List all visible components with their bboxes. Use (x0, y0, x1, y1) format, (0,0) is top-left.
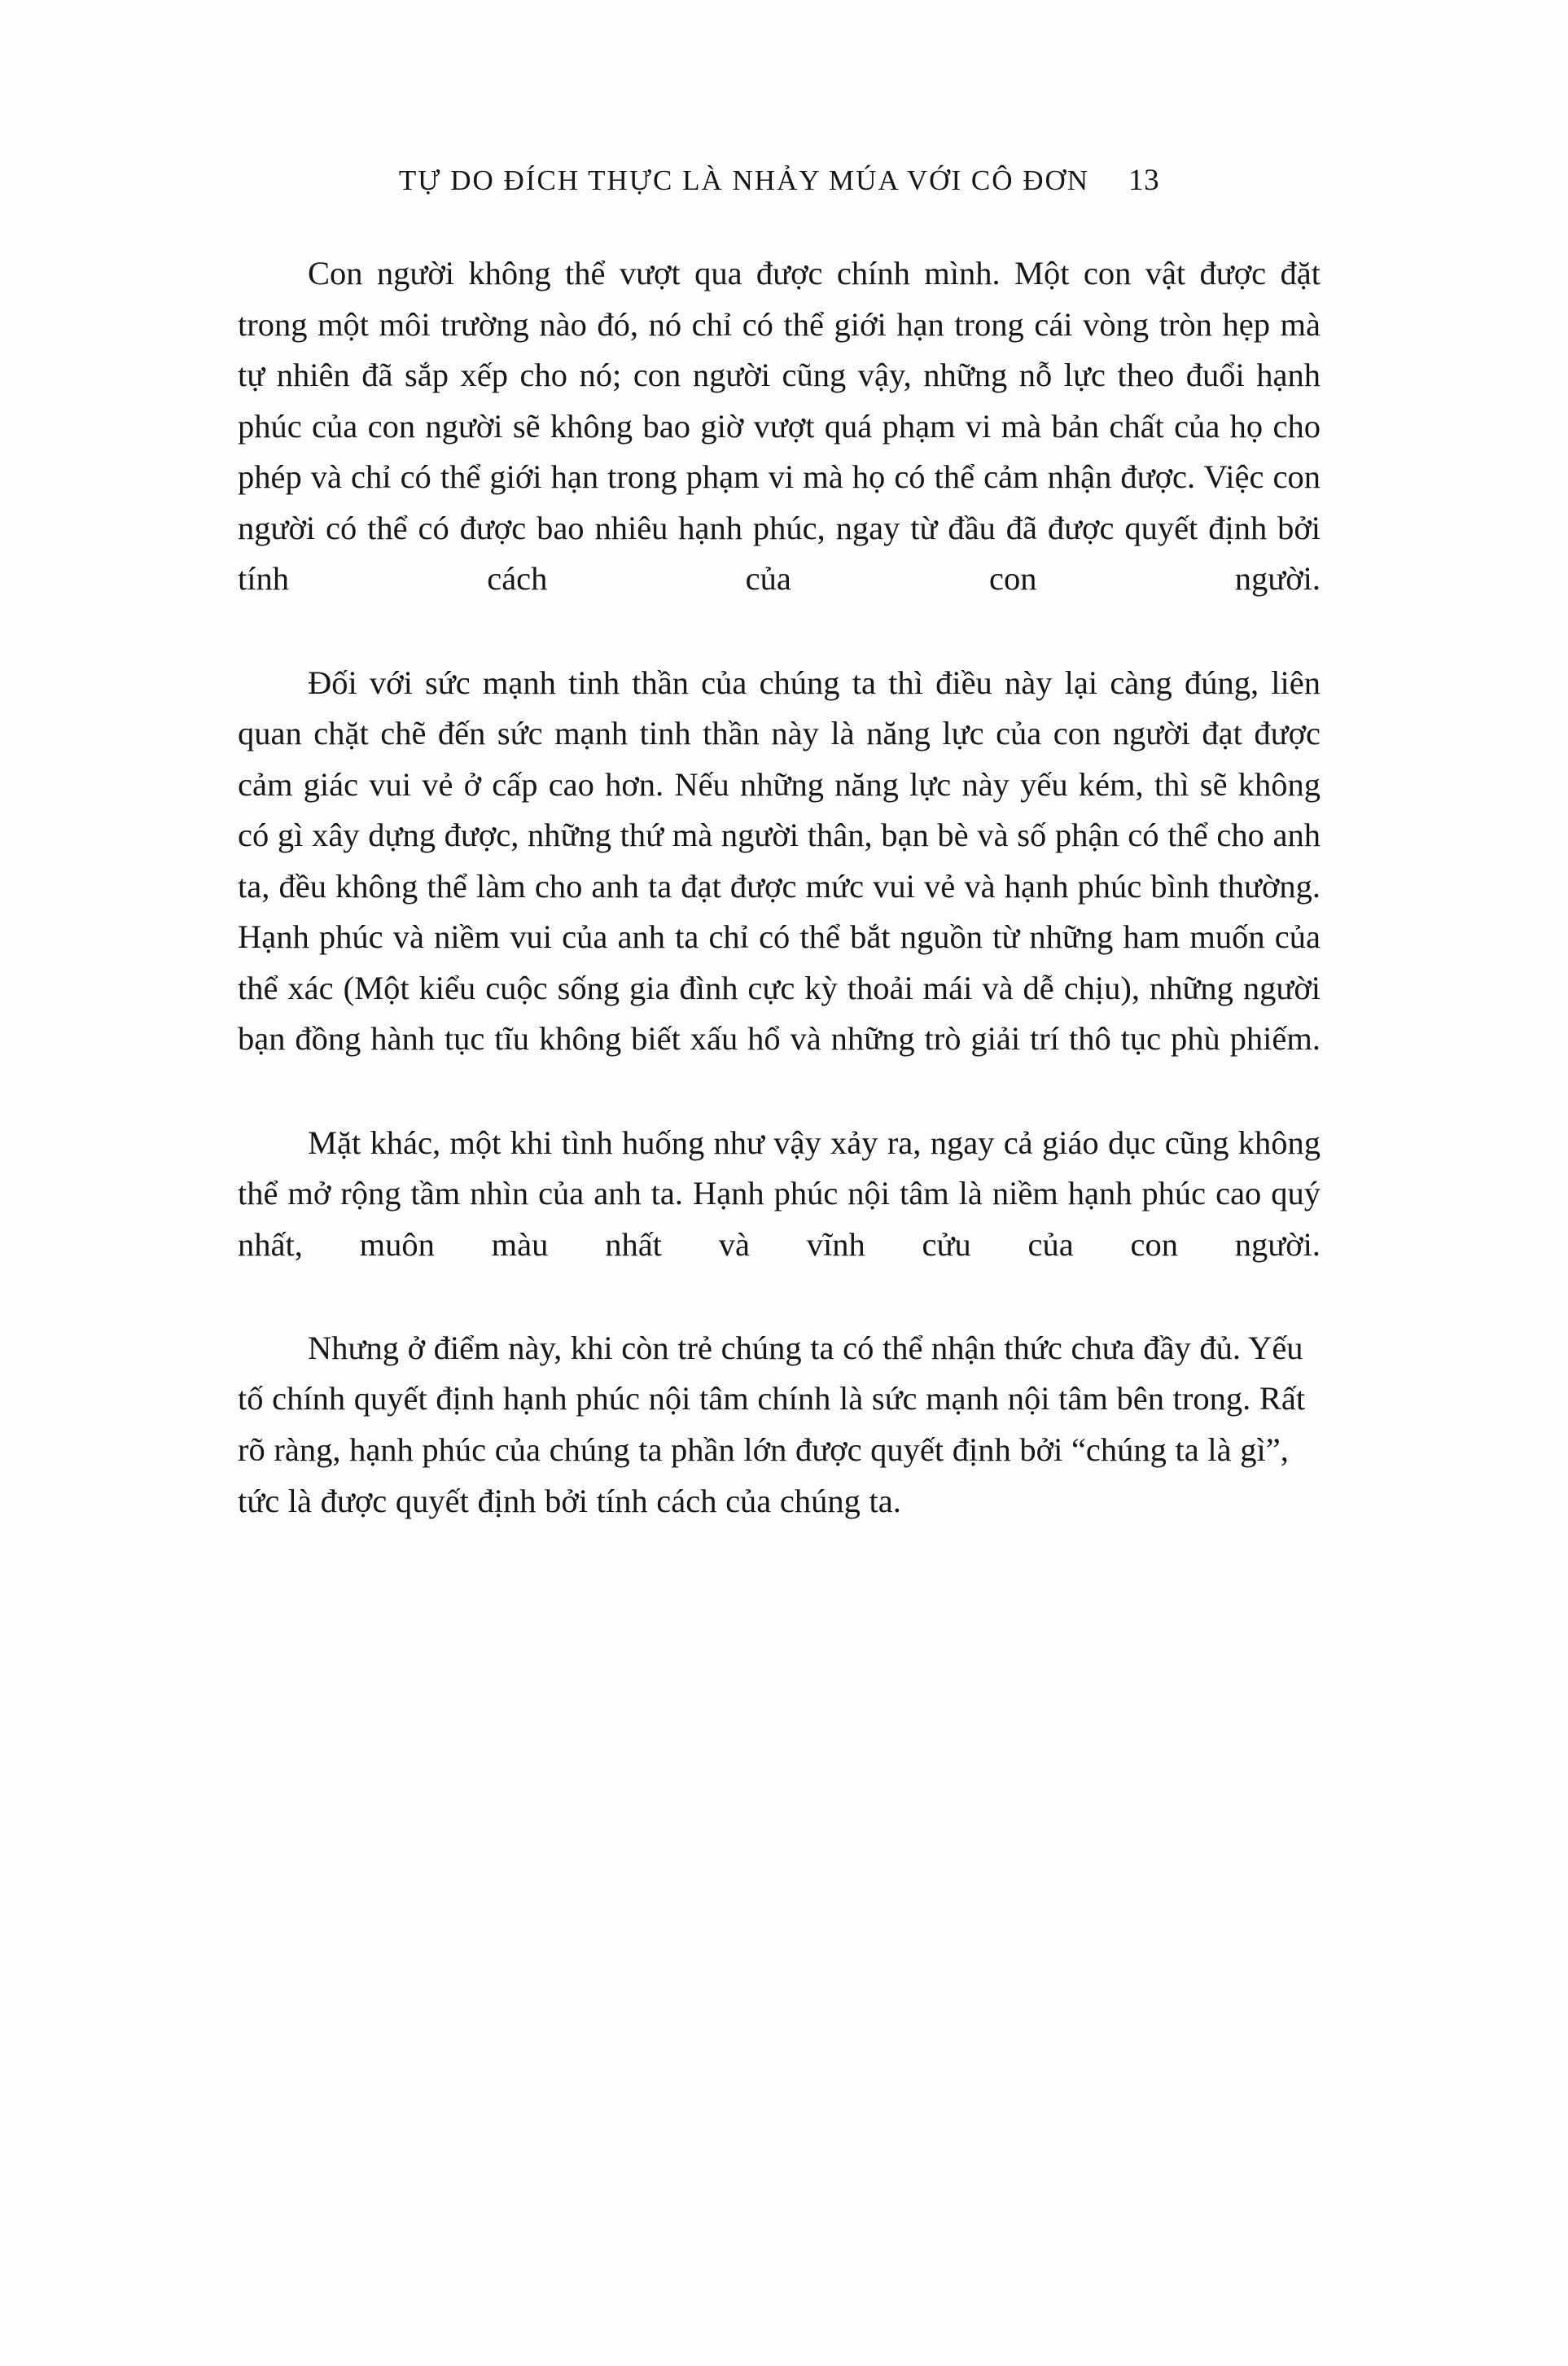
paragraph: Đối với sức mạnh tinh thần của chúng ta thì điều này lại càng đúng, liên quan chặt chẽ đến sức mạnh tinh thần này là năng lực của con người đạt được cảm giác vui vẻ ở cấp cao hơn. Nếu những năng lực này yếu kém, thì sẽ không có gì xây dựng được, những thứ mà người thân, bạn bè và số phận có thể cho anh ta, đều không thể làm cho anh ta đạt được mức vui vẻ và hạnh phúc bình thường. Hạnh phúc và niềm vui của anh ta chỉ có thể bắt nguồn từ những ham muốn của thể xác (Một kiểu cuộc sống gia đình cực kỳ thoải mái và dễ chịu), những người bạn đồng hành tục tĩu không biết xấu hổ và những trò giải trí thô tục phù phiếm. (238, 664, 1321, 1058)
paragraph: Con người không thể vượt qua được chính mình. Một con vật được đặt trong một môi trường nào đó, nó chỉ có thể giới hạn trong cái vòng tròn hẹp mà tự nhiên đã sắp xếp cho nó; con người cũng vậy, những nỗ lực theo đuổi hạnh phúc của con người sẽ không bao giờ vượt quá phạm vi mà bản chất của họ cho phép và chỉ có thể giới hạn trong phạm vi mà họ có thể cảm nhận được. Việc con người có thể có được bao nhiêu hạnh phúc, ngay từ đầu đã được quyết định bởi tính cách của con người. (238, 255, 1321, 598)
running-head-title: TỰ DO ĐÍCH THỰC LÀ NHẢY MÚA VỚI CÔ ĐƠN (398, 164, 1090, 196)
paragraph: Mặt khác, một khi tình huống như vậy xảy ra, ngay cả giáo dục cũng không thể mở rộng tầm nhìn của anh ta. Hạnh phúc nội tâm là niềm hạnh phúc cao quý nhất, muôn màu nhất và vĩnh cửu của con người. (238, 1124, 1321, 1263)
body-text (238, 248, 1321, 1578)
running-head (238, 163, 1321, 198)
page-number: 13 (1128, 164, 1160, 197)
paragraph: Nhưng ở điểm này, khi còn trẻ chúng ta có thể nhận thức chưa đầy đủ. Yếu tố chính quyết định hạnh phúc nội tâm chính là sức mạnh nội tâm bên trong. Rất rõ ràng, hạnh phúc của chúng ta phần lớn được quyết định bởi “chúng ta là gì”, tức là được quyết định bởi tính cách của chúng ta. (238, 1329, 1306, 1519)
page-content-frame (238, 163, 1321, 1580)
